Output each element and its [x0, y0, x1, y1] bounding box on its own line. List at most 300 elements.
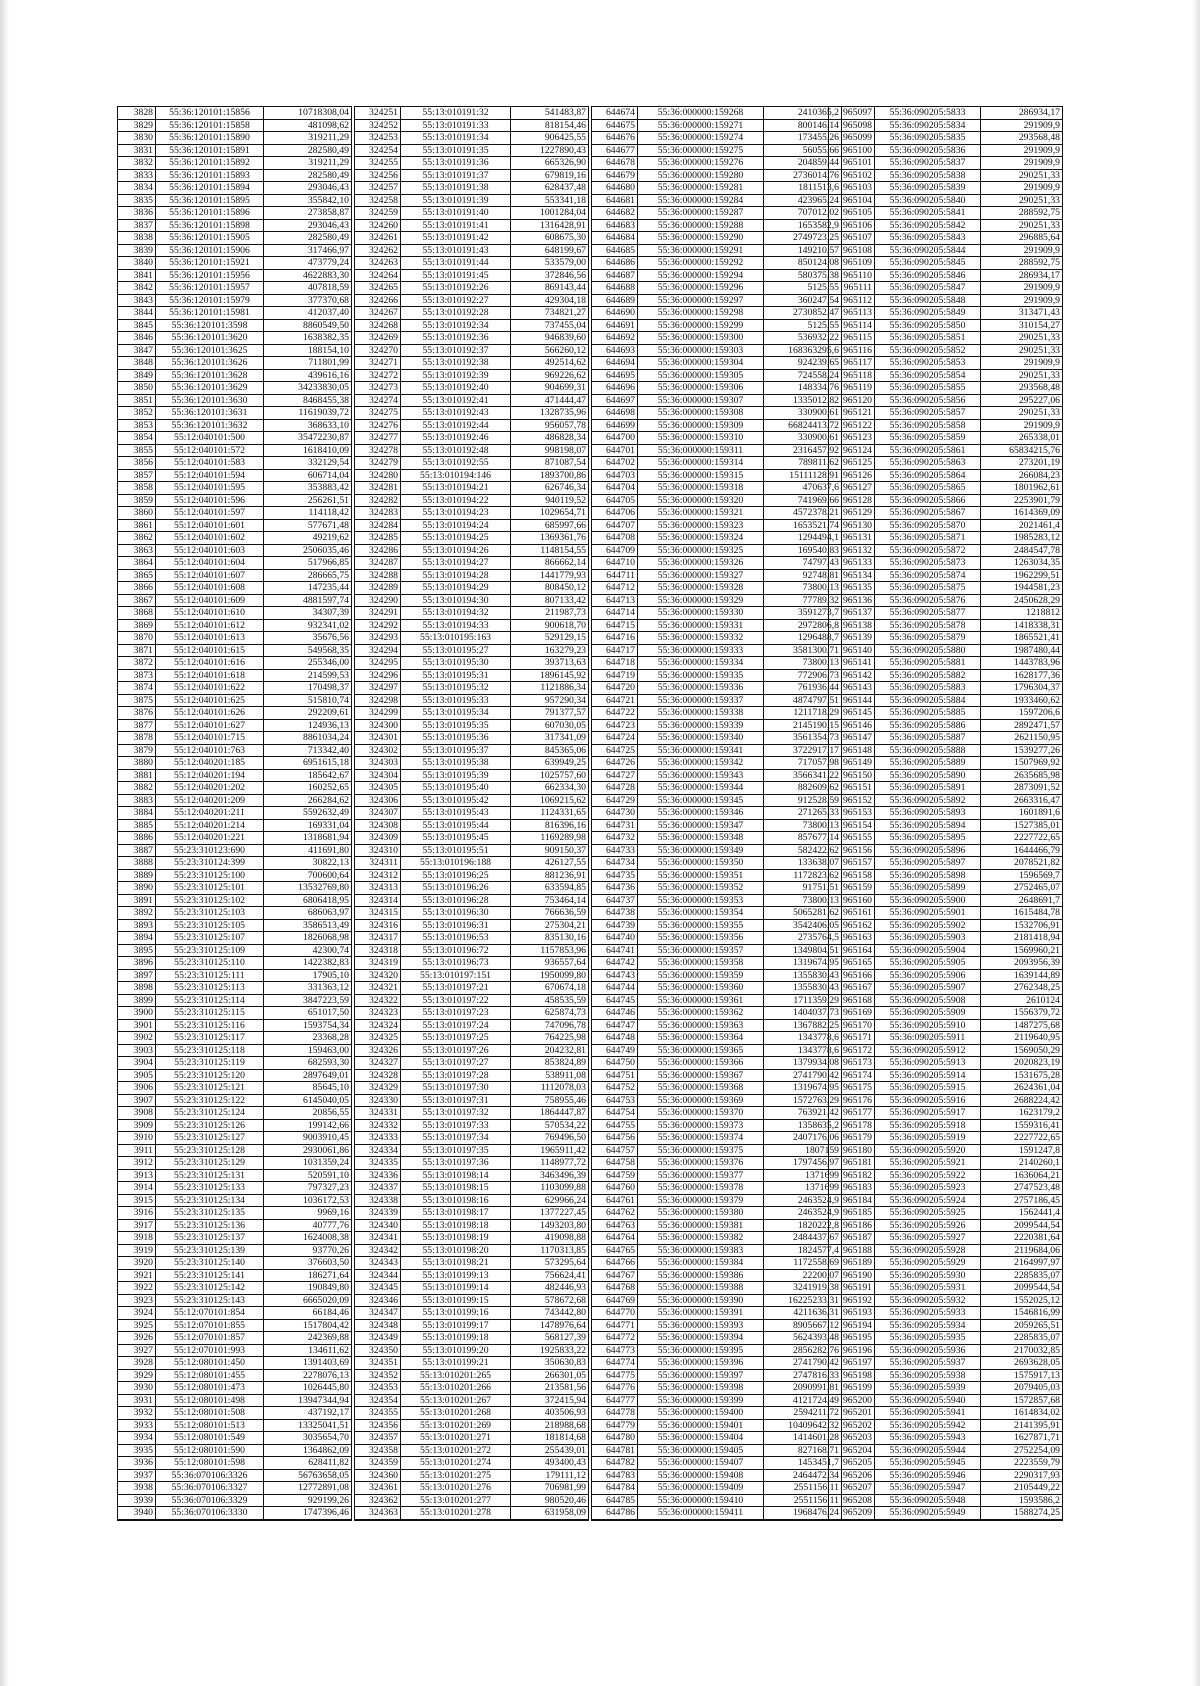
table-row: [592, 394, 842, 407]
row-number-cell: 324275: [355, 407, 401, 420]
row-number-cell: 965106: [829, 219, 875, 232]
row-number-cell: 3896: [118, 957, 156, 970]
row-number-cell: 644681: [592, 194, 638, 207]
row-number-cell: 3898: [118, 982, 156, 995]
value-cell: 350630,83: [511, 1357, 589, 1370]
value-cell: 2594211,72: [764, 1407, 842, 1420]
cadastral-number-cell: 55:23:310125:129: [156, 1157, 264, 1170]
table-row: [355, 382, 589, 395]
cadastral-number-cell: 55:36:090205:5934: [875, 1319, 981, 1332]
cadastral-number-cell: 55:12:040101:615: [156, 644, 264, 657]
value-cell: 11619039,72: [264, 407, 352, 420]
value-cell: 2099544,54: [981, 1282, 1063, 1295]
table-row: [355, 1182, 589, 1195]
cadastral-number-cell: 55:36:090205:5847: [875, 282, 981, 295]
table-row: [829, 932, 1063, 945]
row-number-cell: 3876: [118, 707, 156, 720]
cadastral-number-cell: 55:13:010192:41: [401, 394, 511, 407]
table-row: [118, 1394, 352, 1407]
value-cell: 429304,18: [511, 294, 589, 307]
table-row: [355, 744, 589, 757]
table-row: [118, 1307, 352, 1320]
value-cell: 753464,14: [511, 894, 589, 907]
value-cell: 853824,89: [511, 1057, 589, 1070]
cadastral-number-cell: 55:36:000000:159330: [638, 607, 764, 620]
table-row: [355, 544, 589, 557]
value-cell: 1227890,43: [511, 144, 589, 157]
value-cell: 2463524,9: [764, 1194, 842, 1207]
cadastral-number-cell: 55:36:090205:5949: [875, 1507, 981, 1520]
cadastral-number-cell: 55:13:010195:30: [401, 657, 511, 670]
table-row: [355, 719, 589, 732]
table-row: [355, 1219, 589, 1232]
row-number-cell: 3933: [118, 1419, 156, 1432]
row-number-cell: 324360: [355, 1469, 401, 1482]
cadastral-number-cell: 55:13:010201:267: [401, 1394, 511, 1407]
table-row: [118, 219, 352, 232]
table-row: [829, 607, 1063, 620]
value-cell: 290251,33: [981, 169, 1063, 182]
row-number-cell: 3872: [118, 657, 156, 670]
row-number-cell: 644783: [592, 1469, 638, 1482]
table-row: [829, 1057, 1063, 1070]
cadastral-number-cell: 55:13:010195:36: [401, 732, 511, 745]
row-number-cell: 3856: [118, 457, 156, 470]
row-number-cell: 965133: [829, 557, 875, 570]
row-number-cell: 644688: [592, 282, 638, 295]
row-number-cell: 644741: [592, 944, 638, 957]
row-number-cell: 965197: [829, 1357, 875, 1370]
cadastral-number-cell: 55:13:010197:28: [401, 1069, 511, 1082]
table-row: [355, 1032, 589, 1045]
cadastral-number-cell: 55:36:000000:159410: [638, 1494, 764, 1507]
cadastral-number-cell: 55:36:000000:159305: [638, 369, 764, 382]
value-cell: 290251,33: [981, 344, 1063, 357]
cadastral-number-cell: 55:13:010199:14: [401, 1282, 511, 1295]
cadastral-number-cell: 55:36:000000:159275: [638, 144, 764, 157]
cadastral-number-cell: 55:36:000000:159325: [638, 544, 764, 557]
table-row: [592, 1157, 842, 1170]
cadastral-number-cell: 55:12:040101:583: [156, 457, 264, 470]
table-row: [829, 157, 1063, 170]
cadastral-number-cell: 55:36:090205:5890: [875, 769, 981, 782]
value-cell: 290251,33: [981, 369, 1063, 382]
row-number-cell: 965111: [829, 282, 875, 295]
row-number-cell: 3833: [118, 169, 156, 182]
table-row: [829, 794, 1063, 807]
table-row: [355, 594, 589, 607]
table-row: [592, 1257, 842, 1270]
table-row: [592, 1382, 842, 1395]
row-number-cell: 965183: [829, 1182, 875, 1195]
cadastral-number-cell: 55:13:010198:16: [401, 1194, 511, 1207]
table-row: [592, 1082, 842, 1095]
value-cell: 909150,37: [511, 844, 589, 857]
cadastral-number-cell: 55:23:310125:111: [156, 969, 264, 982]
row-number-cell: 324357: [355, 1432, 401, 1445]
value-cell: 2663316,47: [981, 794, 1063, 807]
table-row: [355, 132, 589, 145]
table-row: [592, 1282, 842, 1295]
value-cell: 1355830,43: [764, 969, 842, 982]
cadastral-number-cell: 55:13:010198:21: [401, 1257, 511, 1270]
register-table-1: [117, 106, 352, 1521]
table-row: [355, 219, 589, 232]
value-cell: 629966,24: [511, 1194, 589, 1207]
table-row: [118, 1032, 352, 1045]
value-cell: 1487275,68: [981, 1019, 1063, 1032]
cadastral-number-cell: 55:36:000000:159340: [638, 732, 764, 745]
row-number-cell: 644740: [592, 932, 638, 945]
cadastral-number-cell: 55:36:090205:5850: [875, 319, 981, 332]
table-row: [118, 1382, 352, 1395]
value-cell: 2747816,33: [764, 1369, 842, 1382]
value-cell: 665326,90: [511, 157, 589, 170]
table-row: [829, 882, 1063, 895]
value-cell: 372846,56: [511, 269, 589, 282]
cadastral-number-cell: 55:36:120101:15891: [156, 144, 264, 157]
cadastral-number-cell: 55:36:000000:159363: [638, 1019, 764, 1032]
table-row: [118, 369, 352, 382]
value-cell: 900618,70: [511, 619, 589, 632]
cadastral-number-cell: 55:36:090205:5838: [875, 169, 981, 182]
cadastral-number-cell: 55:36:000000:159280: [638, 169, 764, 182]
table-row: [829, 632, 1063, 645]
value-cell: 2506035,46: [264, 544, 352, 557]
cadastral-number-cell: 55:36:000000:159369: [638, 1094, 764, 1107]
table-row: [829, 1044, 1063, 1057]
value-cell: 4121724,49: [764, 1394, 842, 1407]
table-row: [592, 682, 842, 695]
cadastral-number-cell: 55:36:000000:159314: [638, 457, 764, 470]
row-number-cell: 3903: [118, 1044, 156, 1057]
value-cell: 173455,26: [764, 132, 842, 145]
row-number-cell: 644720: [592, 682, 638, 695]
table-row: [355, 1469, 589, 1482]
row-number-cell: 3837: [118, 219, 156, 232]
cadastral-number-cell: 55:36:090205:5883: [875, 682, 981, 695]
row-number-cell: 324256: [355, 169, 401, 182]
table-row: [118, 1094, 352, 1107]
value-cell: 2730852,47: [764, 307, 842, 320]
row-number-cell: 965168: [829, 994, 875, 1007]
table-row: [829, 594, 1063, 607]
cadastral-number-cell: 55:36:000000:159365: [638, 1044, 764, 1057]
value-cell: 372415,94: [511, 1394, 589, 1407]
row-number-cell: 324272: [355, 369, 401, 382]
row-number-cell: 965185: [829, 1207, 875, 1220]
row-number-cell: 324302: [355, 744, 401, 757]
value-cell: 1172558,69: [764, 1257, 842, 1270]
cadastral-number-cell: 55:12:040101:500: [156, 432, 264, 445]
row-number-cell: 644785: [592, 1494, 638, 1507]
value-cell: 291909,9: [981, 182, 1063, 195]
cadastral-number-cell: 55:23:310125:131: [156, 1169, 264, 1182]
table-row: [118, 957, 352, 970]
value-cell: 3591273,7: [764, 607, 842, 620]
row-number-cell: 324342: [355, 1244, 401, 1257]
cadastral-number-cell: 55:36:000000:159303: [638, 344, 764, 357]
value-cell: 147235,44: [264, 582, 352, 595]
row-number-cell: 965138: [829, 619, 875, 632]
value-cell: 553341,18: [511, 194, 589, 207]
cadastral-number-cell: 55:36:120101:3598: [156, 319, 264, 332]
row-number-cell: 644736: [592, 882, 638, 895]
table-row: [592, 794, 842, 807]
row-number-cell: 3862: [118, 532, 156, 545]
table-row: [118, 482, 352, 495]
value-cell: 291909,9: [981, 282, 1063, 295]
table-row: [592, 1344, 842, 1357]
value-cell: 549568,35: [264, 644, 352, 657]
value-cell: 969226,62: [511, 369, 589, 382]
row-number-cell: 965128: [829, 494, 875, 507]
value-cell: 713342,40: [264, 744, 352, 757]
row-number-cell: 644746: [592, 1007, 638, 1020]
value-cell: 3463496,39: [511, 1169, 589, 1182]
cadastral-number-cell: 55:13:010194:25: [401, 532, 511, 545]
cadastral-number-cell: 55:36:120101:15905: [156, 232, 264, 245]
cadastral-number-cell: 55:36:090205:5911: [875, 1032, 981, 1045]
value-cell: 56763658,05: [264, 1469, 352, 1482]
value-cell: 282580,49: [264, 232, 352, 245]
table-row: [118, 307, 352, 320]
table-row: [118, 782, 352, 795]
value-cell: 273201,19: [981, 457, 1063, 470]
table-row: [355, 1419, 589, 1432]
table-row: [829, 169, 1063, 182]
cadastral-number-cell: 55:36:070106:3330: [156, 1507, 264, 1520]
table-row: [829, 1257, 1063, 1270]
row-number-cell: 3919: [118, 1244, 156, 1257]
row-number-cell: 3894: [118, 932, 156, 945]
table-row: [355, 1394, 589, 1407]
row-number-cell: 3881: [118, 769, 156, 782]
cadastral-number-cell: 55:13:010196:28: [401, 894, 511, 907]
value-cell: 8860549,50: [264, 319, 352, 332]
table-row: [355, 1019, 589, 1032]
row-number-cell: 324265: [355, 282, 401, 295]
row-number-cell: 965108: [829, 244, 875, 257]
row-number-cell: 324288: [355, 569, 401, 582]
value-cell: 22200,07: [764, 1269, 842, 1282]
value-cell: 850124,08: [764, 257, 842, 270]
row-number-cell: 3851: [118, 394, 156, 407]
cadastral-number-cell: 55:13:010192:40: [401, 382, 511, 395]
row-number-cell: 3859: [118, 494, 156, 507]
cadastral-number-cell: 55:36:090205:5898: [875, 869, 981, 882]
value-cell: 2762348,25: [981, 982, 1063, 995]
row-number-cell: 644764: [592, 1232, 638, 1245]
cadastral-number-cell: 55:12:080101:513: [156, 1419, 264, 1432]
row-number-cell: 965166: [829, 969, 875, 982]
row-number-cell: 3913: [118, 1169, 156, 1182]
cadastral-number-cell: 55:13:010192:44: [401, 419, 511, 432]
value-cell: 2749723,25: [764, 232, 842, 245]
cadastral-number-cell: 55:12:070101:993: [156, 1344, 264, 1357]
row-number-cell: 965174: [829, 1069, 875, 1082]
row-number-cell: 3897: [118, 969, 156, 982]
cadastral-number-cell: 55:36:090205:5940: [875, 1394, 981, 1407]
cadastral-number-cell: 55:13:010191:39: [401, 194, 511, 207]
row-number-cell: 644699: [592, 419, 638, 432]
row-number-cell: 3912: [118, 1157, 156, 1170]
cadastral-number-cell: 55:36:000000:159373: [638, 1119, 764, 1132]
row-number-cell: 324254: [355, 144, 401, 157]
cadastral-number-cell: 55:13:010194:27: [401, 557, 511, 570]
table-row: [829, 1219, 1063, 1232]
table-row: [355, 257, 589, 270]
value-cell: 330900,61: [764, 432, 842, 445]
cadastral-number-cell: 55:12:040101:613: [156, 632, 264, 645]
row-number-cell: 324307: [355, 807, 401, 820]
cadastral-number-cell: 55:23:310124:399: [156, 857, 264, 870]
cadastral-number-cell: 55:36:120101:15890: [156, 132, 264, 145]
cadastral-number-cell: 55:36:090205:5948: [875, 1494, 981, 1507]
cadastral-number-cell: 55:13:010191:37: [401, 169, 511, 182]
row-number-cell: 644765: [592, 1244, 638, 1257]
row-number-cell: 3831: [118, 144, 156, 157]
table-row: [592, 1107, 842, 1120]
row-number-cell: 644766: [592, 1257, 638, 1270]
row-number-cell: 965180: [829, 1144, 875, 1157]
table-row: [829, 182, 1063, 195]
value-cell: 353883,42: [264, 482, 352, 495]
row-number-cell: 644682: [592, 207, 638, 220]
cadastral-number-cell: 55:36:000000:159361: [638, 994, 764, 1007]
cadastral-number-cell: 55:36:090205:5872: [875, 544, 981, 557]
row-number-cell: 644774: [592, 1357, 638, 1370]
cadastral-number-cell: 55:36:000000:159315: [638, 469, 764, 482]
table-row: [829, 719, 1063, 732]
cadastral-number-cell: 55:12:040201:202: [156, 782, 264, 795]
table-row: [592, 469, 842, 482]
cadastral-number-cell: 55:36:120101:15896: [156, 207, 264, 220]
cadastral-number-cell: 55:13:010201:278: [401, 1507, 511, 1520]
table-row: [592, 769, 842, 782]
table-row: [829, 1182, 1063, 1195]
cadastral-number-cell: 55:36:090205:5864: [875, 469, 981, 482]
table-row: [829, 294, 1063, 307]
row-number-cell: 965107: [829, 232, 875, 245]
table-row: [592, 907, 842, 920]
value-cell: 1316428,91: [511, 219, 589, 232]
table-row: [118, 532, 352, 545]
cadastral-number-cell: 55:13:010198:17: [401, 1207, 511, 1220]
cadastral-number-cell: 55:12:040201:209: [156, 794, 264, 807]
cadastral-number-cell: 55:36:090205:5834: [875, 119, 981, 132]
table-row: [829, 1119, 1063, 1132]
cadastral-number-cell: 55:36:090205:5909: [875, 1007, 981, 1020]
cadastral-number-cell: 55:23:310125:107: [156, 932, 264, 945]
cadastral-number-cell: 55:13:010197:23: [401, 1007, 511, 1020]
value-cell: 631958,09: [511, 1507, 589, 1520]
value-cell: 2897649,01: [264, 1069, 352, 1082]
cadastral-number-cell: 55:12:080101:508: [156, 1407, 264, 1420]
cadastral-number-cell: 55:36:090205:5916: [875, 1094, 981, 1107]
value-cell: 807133,42: [511, 594, 589, 607]
row-number-cell: 3936: [118, 1457, 156, 1470]
value-cell: 2741790,42: [764, 1069, 842, 1082]
value-cell: 360247,54: [764, 294, 842, 307]
table-row: [118, 569, 352, 582]
value-cell: 23368,28: [264, 1032, 352, 1045]
cadastral-number-cell: 55:36:090205:5944: [875, 1444, 981, 1457]
value-cell: 711801,99: [264, 357, 352, 370]
cadastral-number-cell: 55:36:120101:15906: [156, 244, 264, 257]
row-number-cell: 965110: [829, 269, 875, 282]
row-number-cell: 644742: [592, 957, 638, 970]
cadastral-number-cell: 55:36:090205:5901: [875, 907, 981, 920]
row-number-cell: 3871: [118, 644, 156, 657]
cadastral-number-cell: 55:36:000000:159326: [638, 557, 764, 570]
row-number-cell: 644725: [592, 744, 638, 757]
cadastral-number-cell: 55:36:000000:159390: [638, 1294, 764, 1307]
value-cell: 271265,33: [764, 807, 842, 820]
row-number-cell: 3915: [118, 1194, 156, 1207]
cadastral-number-cell: 55:13:010196:31: [401, 919, 511, 932]
row-number-cell: 644757: [592, 1144, 638, 1157]
table-row: [592, 1032, 842, 1045]
table-row: [592, 707, 842, 720]
table-row: [118, 907, 352, 920]
value-cell: 1546816,99: [981, 1307, 1063, 1320]
row-number-cell: 965134: [829, 569, 875, 582]
table-row: [355, 707, 589, 720]
value-cell: 1319674,95: [764, 957, 842, 970]
value-cell: 2105449,22: [981, 1482, 1063, 1495]
row-number-cell: 324351: [355, 1357, 401, 1370]
cadastral-number-cell: 55:36:090205:5865: [875, 482, 981, 495]
table-row: [592, 219, 842, 232]
row-number-cell: 965103: [829, 182, 875, 195]
value-cell: 290251,33: [981, 194, 1063, 207]
row-number-cell: 324290: [355, 594, 401, 607]
table-row: [592, 1182, 842, 1195]
table-row: [355, 182, 589, 195]
value-cell: 998198,07: [511, 444, 589, 457]
table-row: [355, 357, 589, 370]
row-number-cell: 644683: [592, 219, 638, 232]
table-row: [118, 457, 352, 470]
value-cell: 266284,62: [264, 794, 352, 807]
row-number-cell: 324271: [355, 357, 401, 370]
value-cell: 1026445,80: [264, 1382, 352, 1395]
row-number-cell: 324358: [355, 1444, 401, 1457]
cadastral-number-cell: 55:13:010198:20: [401, 1244, 511, 1257]
cadastral-number-cell: 55:36:090205:5839: [875, 182, 981, 195]
table-row: [355, 1269, 589, 1282]
table-row: [355, 1082, 589, 1095]
cadastral-number-cell: 55:12:040101:763: [156, 744, 264, 757]
row-number-cell: 965101: [829, 157, 875, 170]
cadastral-number-cell: 55:13:010201:268: [401, 1407, 511, 1420]
cadastral-number-cell: 55:36:120101:15957: [156, 282, 264, 295]
cadastral-number-cell: 55:36:120101:15894: [156, 182, 264, 195]
value-cell: 1422382,83: [264, 957, 352, 970]
value-cell: 625874,73: [511, 1007, 589, 1020]
value-cell: 606714,04: [264, 469, 352, 482]
row-number-cell: 324350: [355, 1344, 401, 1357]
value-cell: 292209,61: [264, 707, 352, 720]
value-cell: 1944581,23: [981, 582, 1063, 595]
value-cell: 756624,41: [511, 1269, 589, 1282]
table-row: [829, 344, 1063, 357]
table-row: [355, 869, 589, 882]
row-number-cell: 324312: [355, 869, 401, 882]
value-cell: 1987480,44: [981, 644, 1063, 657]
table-row: [592, 832, 842, 845]
